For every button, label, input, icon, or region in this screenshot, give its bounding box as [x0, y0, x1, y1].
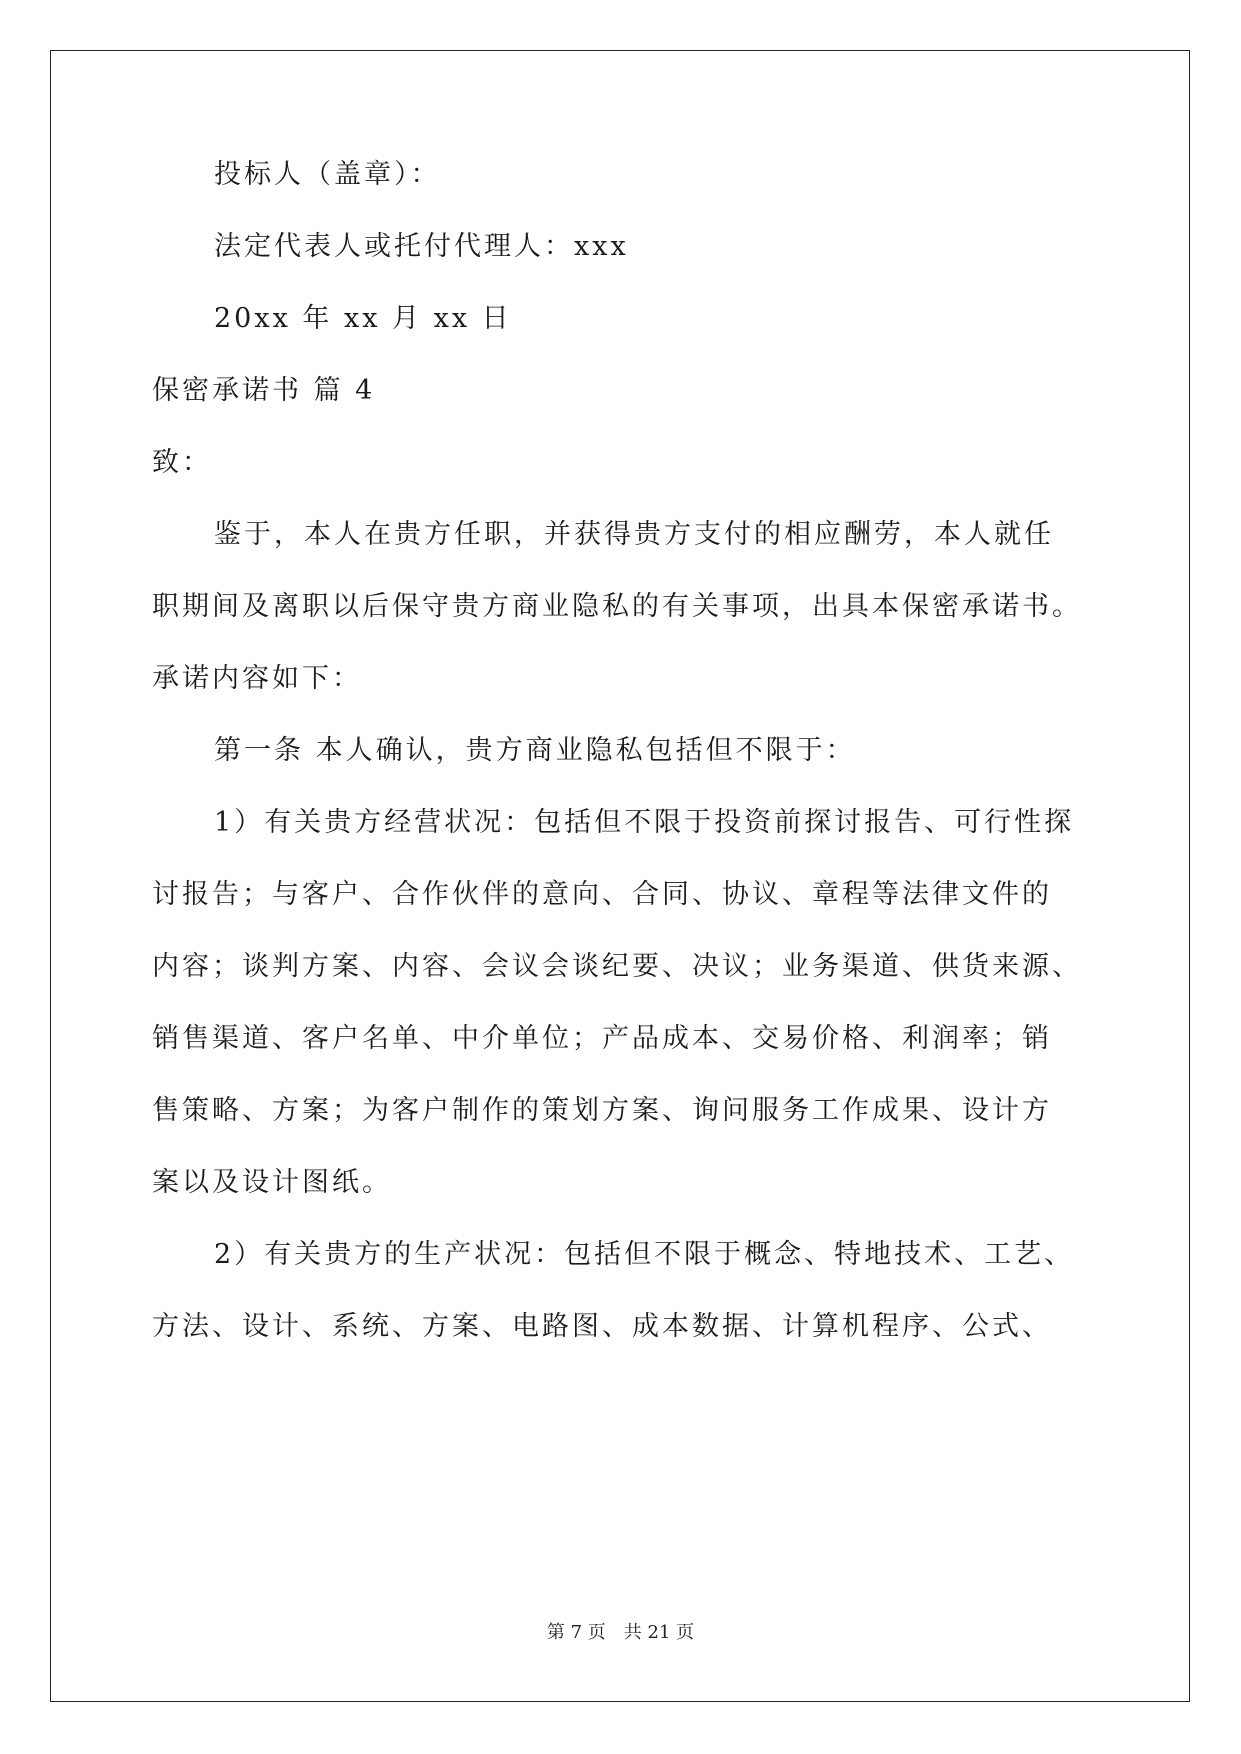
legal-representative-line: 法定代表人或托付代理人：xxx [214, 231, 629, 262]
section-heading: 保密承诺书 篇 4 [152, 375, 376, 406]
paragraph-line: 案以及设计图纸。 [152, 1167, 392, 1198]
article-heading: 第一条 本人确认，贵方商业隐私包括但不限于： [214, 735, 856, 766]
bidder-seal-line: 投标人（盖章）： [214, 159, 441, 190]
page-number-footer: 第 7 页 共 21 页 [546, 1622, 695, 1643]
paragraph-line: 承诺内容如下： [152, 663, 362, 694]
paragraph-line: 内容；谈判方案、内容、会议会谈纪要、决议；业务渠道、供货来源、 [152, 951, 1082, 982]
paragraph-line: 鉴于，本人在贵方任职，并获得贵方支付的相应酬劳，本人就任 [214, 519, 1054, 550]
salutation: 致： [152, 447, 212, 478]
date-line: 20xx 年 xx 月 xx 日 [214, 303, 512, 334]
paragraph-line: 1）有关贵方经营状况：包括但不限于投资前探讨报告、可行性探 [214, 807, 1075, 838]
paragraph-line: 售策略、方案；为客户制作的策划方案、询问服务工作成果、设计方 [152, 1095, 1052, 1126]
paragraph-line: 讨报告；与客户、合作伙伴的意向、合同、协议、章程等法律文件的 [152, 879, 1052, 910]
paragraph-line: 销售渠道、客户名单、中介单位；产品成本、交易价格、利润率；销 [152, 1023, 1052, 1054]
paragraph-line: 2）有关贵方的生产状况：包括但不限于概念、特地技术、工艺、 [214, 1239, 1075, 1270]
paragraph-line: 职期间及离职以后保守贵方商业隐私的有关事项，出具本保密承诺书。 [152, 591, 1082, 622]
paragraph-line: 方法、设计、系统、方案、电路图、成本数据、计算机程序、公式、 [152, 1311, 1052, 1342]
